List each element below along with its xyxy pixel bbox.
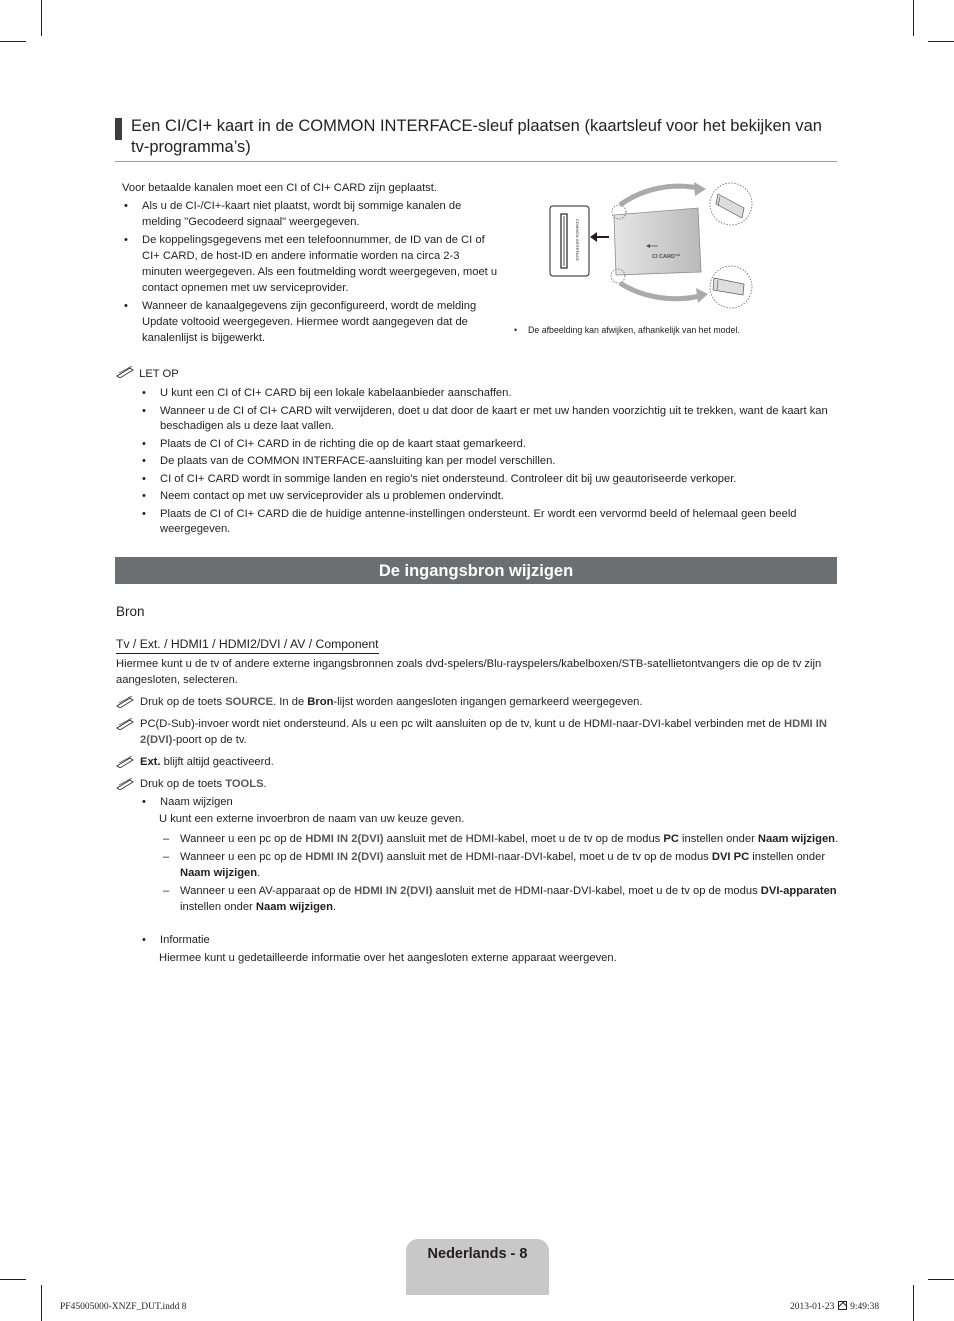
- list-item: • De plaats van de COMMON INTERFACE-aansluiting kan per model verschillen.: [140, 454, 840, 470]
- page-number: Nederlands - 8: [427, 1246, 528, 1262]
- rename-rules-list: [163, 829, 840, 915]
- ci-intro: [122, 180, 500, 346]
- note-text: blijft altijd geactiveerd.: [160, 756, 274, 768]
- slot-label: COMMON INTERFACE: [575, 218, 580, 262]
- list-item: • Plaats de CI of CI+ CARD in de richting die op de kaart staat gemarkeerd.: [140, 437, 840, 453]
- note-pencil-icon: [116, 718, 136, 730]
- note-text: -poort op de tv.: [172, 734, 247, 746]
- card-label: CI CARD™: [652, 254, 681, 260]
- section-divider: [115, 161, 837, 162]
- list-item: • Plaats de CI of CI+ CARD die de huidige antenne-instellingen ondersteunt. Er wordt een vervormd beeld of helemaal geen beeld weergegeven.: [140, 507, 840, 538]
- note-pc-input: [116, 716, 840, 748]
- figure-note-text: De afbeelding kan afwijken, afhankelijk van het model.: [528, 325, 740, 335]
- list-item: • U kunt een CI of CI+ CARD bij een lokale kabelaanbieder aanschaffen.: [140, 386, 840, 402]
- option-label: • Informatie: [140, 932, 840, 948]
- key-name: SOURCE: [225, 696, 274, 708]
- slug-date: 2013-01-23: [790, 1302, 835, 1312]
- print-slug-date: [790, 1301, 879, 1313]
- note-text: -lijst worden aangesloten ingangen gemarkeerd weergegeven.: [333, 696, 643, 708]
- crop-mark: [41, 0, 42, 36]
- note-pencil-icon: [116, 756, 136, 768]
- note-text: Druk op de toets: [140, 696, 226, 708]
- crop-mark: [41, 1285, 42, 1321]
- list-item: • Wanneer de kanaalgegevens zijn geconfigureerd, wordt de melding Update voltooid weergegeven. Hiermee wordt aangegeven dat de kanalenlijst is bijgewerkt.: [122, 298, 500, 346]
- option-description: U kunt een externe invoerbron de naam van uw keuze geven.: [159, 813, 465, 825]
- key-name: TOOLS: [225, 778, 264, 790]
- note-text: .: [263, 778, 267, 790]
- list-item: • CI of CI+ CARD wordt in sommige landen en regio's niet ondersteund. Controleer dit bij uw geautoriseerde verkoper.: [140, 472, 840, 488]
- note-text: PC(D-Sub)-invoer wordt niet ondersteund. Als u een pc wilt aansluiten op de tv, kunt u de HDMI-naar-DVI-kabel verbinden met de: [140, 718, 785, 730]
- missing-glyph-icon: [838, 1301, 847, 1310]
- crop-mark: [928, 1279, 954, 1280]
- option-label: • Naam wijzigen: [140, 794, 840, 810]
- ci-card-illustration: [548, 180, 760, 312]
- subheading: Bron: [116, 604, 145, 619]
- list-item: • Als u de CI-/CI+-kaart niet plaatst, wordt bij sommige kanalen de melding "Gecodeerd signaal" weergegeven.: [122, 198, 500, 230]
- list-item: • Neem contact op met uw serviceprovider als u problemen ondervindt.: [140, 489, 840, 505]
- section-title: Een CI/CI+ kaart in de COMMON INTERFACE-sleuf plaatsen (kaartsleuf voor het bekijken van tv-programma’s): [131, 117, 822, 156]
- port-name: HDMI IN 2(DVI): [140, 718, 827, 746]
- letop-heading: [116, 366, 179, 382]
- figure-note: • De afbeelding kan afwijken, afhankelijk van het model.: [514, 325, 740, 335]
- list-item: • De koppelingsgegevens met een telefoonnummer, de ID van de CI of CI+ CARD, de host-ID en andere informatie worden na circa 2-3 minuten weergegeven. Als een foutmelding wordt weergegeven, moet u contact opnemen met uw serviceprovider.: [122, 232, 500, 296]
- note-pencil-icon: [116, 366, 136, 378]
- crop-mark: [0, 41, 26, 42]
- list-item: • Wanneer u de CI of CI+ CARD wilt verwijderen, doet u dat door de kaart er met uw handen voorzichtig uit te trekken, want de kaart kan beschadigen als u deze laat vallen.: [140, 404, 840, 435]
- source-description: Hiermee kunt u de tv of andere externe ingangsbronnen zoals dvd-spelers/Blu-rayspelers/kabelboxen/STB-satellietontvangers die op de tv zijn aangesloten, selecteren.: [116, 658, 822, 686]
- letop-list: [140, 384, 840, 538]
- intro-text: Voor betaalde kanalen moet een CI of CI+ CARD zijn geplaatst.: [122, 182, 437, 194]
- section-title: De ingangsbron wijzigen: [378, 562, 574, 580]
- note-ext: [116, 754, 840, 770]
- section-marker: [115, 118, 122, 140]
- crop-mark: [928, 41, 954, 42]
- letop-label: LET OP: [139, 368, 179, 380]
- note-pencil-icon: [116, 696, 136, 708]
- list-item: – Wanneer u een AV-apparaat op de HDMI IN 2(DVI) aansluit met de HDMI-naar-DVI-kabel, moet u de tv op de modus DVI-apparaten instellen onder Naam wijzigen.: [163, 883, 840, 915]
- option-informatie: [140, 930, 840, 948]
- list-item: – Wanneer u een pc op de HDMI IN 2(DVI) aansluit met de HDMI-kabel, moet u de tv op de modus PC instellen onder Naam wijzigen.: [163, 831, 840, 847]
- slug-time: 9:49:38: [850, 1302, 880, 1312]
- print-slug-file: PF45005000-XNZF_DUT.indd 8: [60, 1302, 187, 1312]
- note-pencil-icon: [116, 778, 136, 790]
- note-text: Druk op de toets: [140, 778, 226, 790]
- note-source: [116, 694, 840, 710]
- ci-card-insertion-diagram: [548, 180, 760, 312]
- crop-mark: [0, 1279, 26, 1280]
- option-description: Hiermee kunt u gedetailleerde informatie over het aangesloten externe apparaat weergeven.: [159, 952, 617, 964]
- note-tools: [116, 776, 840, 792]
- menu-name: Bron: [307, 696, 334, 708]
- list-item: – Wanneer u een pc op de HDMI IN 2(DVI) aansluit met de HDMI-naar-DVI-kabel, moet u de tv op de modus DVI PC instellen onder Naam wijzigen.: [163, 849, 840, 881]
- crop-mark: [913, 1285, 914, 1321]
- ci-bullet-list: [122, 198, 500, 346]
- source-path: Tv / Ext. / HDMI1 / HDMI2/DVI / AV / Component: [116, 636, 379, 654]
- option-naam-wijzigen: [140, 792, 840, 810]
- note-text: . In de: [273, 696, 308, 708]
- crop-mark: [913, 0, 914, 36]
- term: Ext.: [140, 756, 161, 768]
